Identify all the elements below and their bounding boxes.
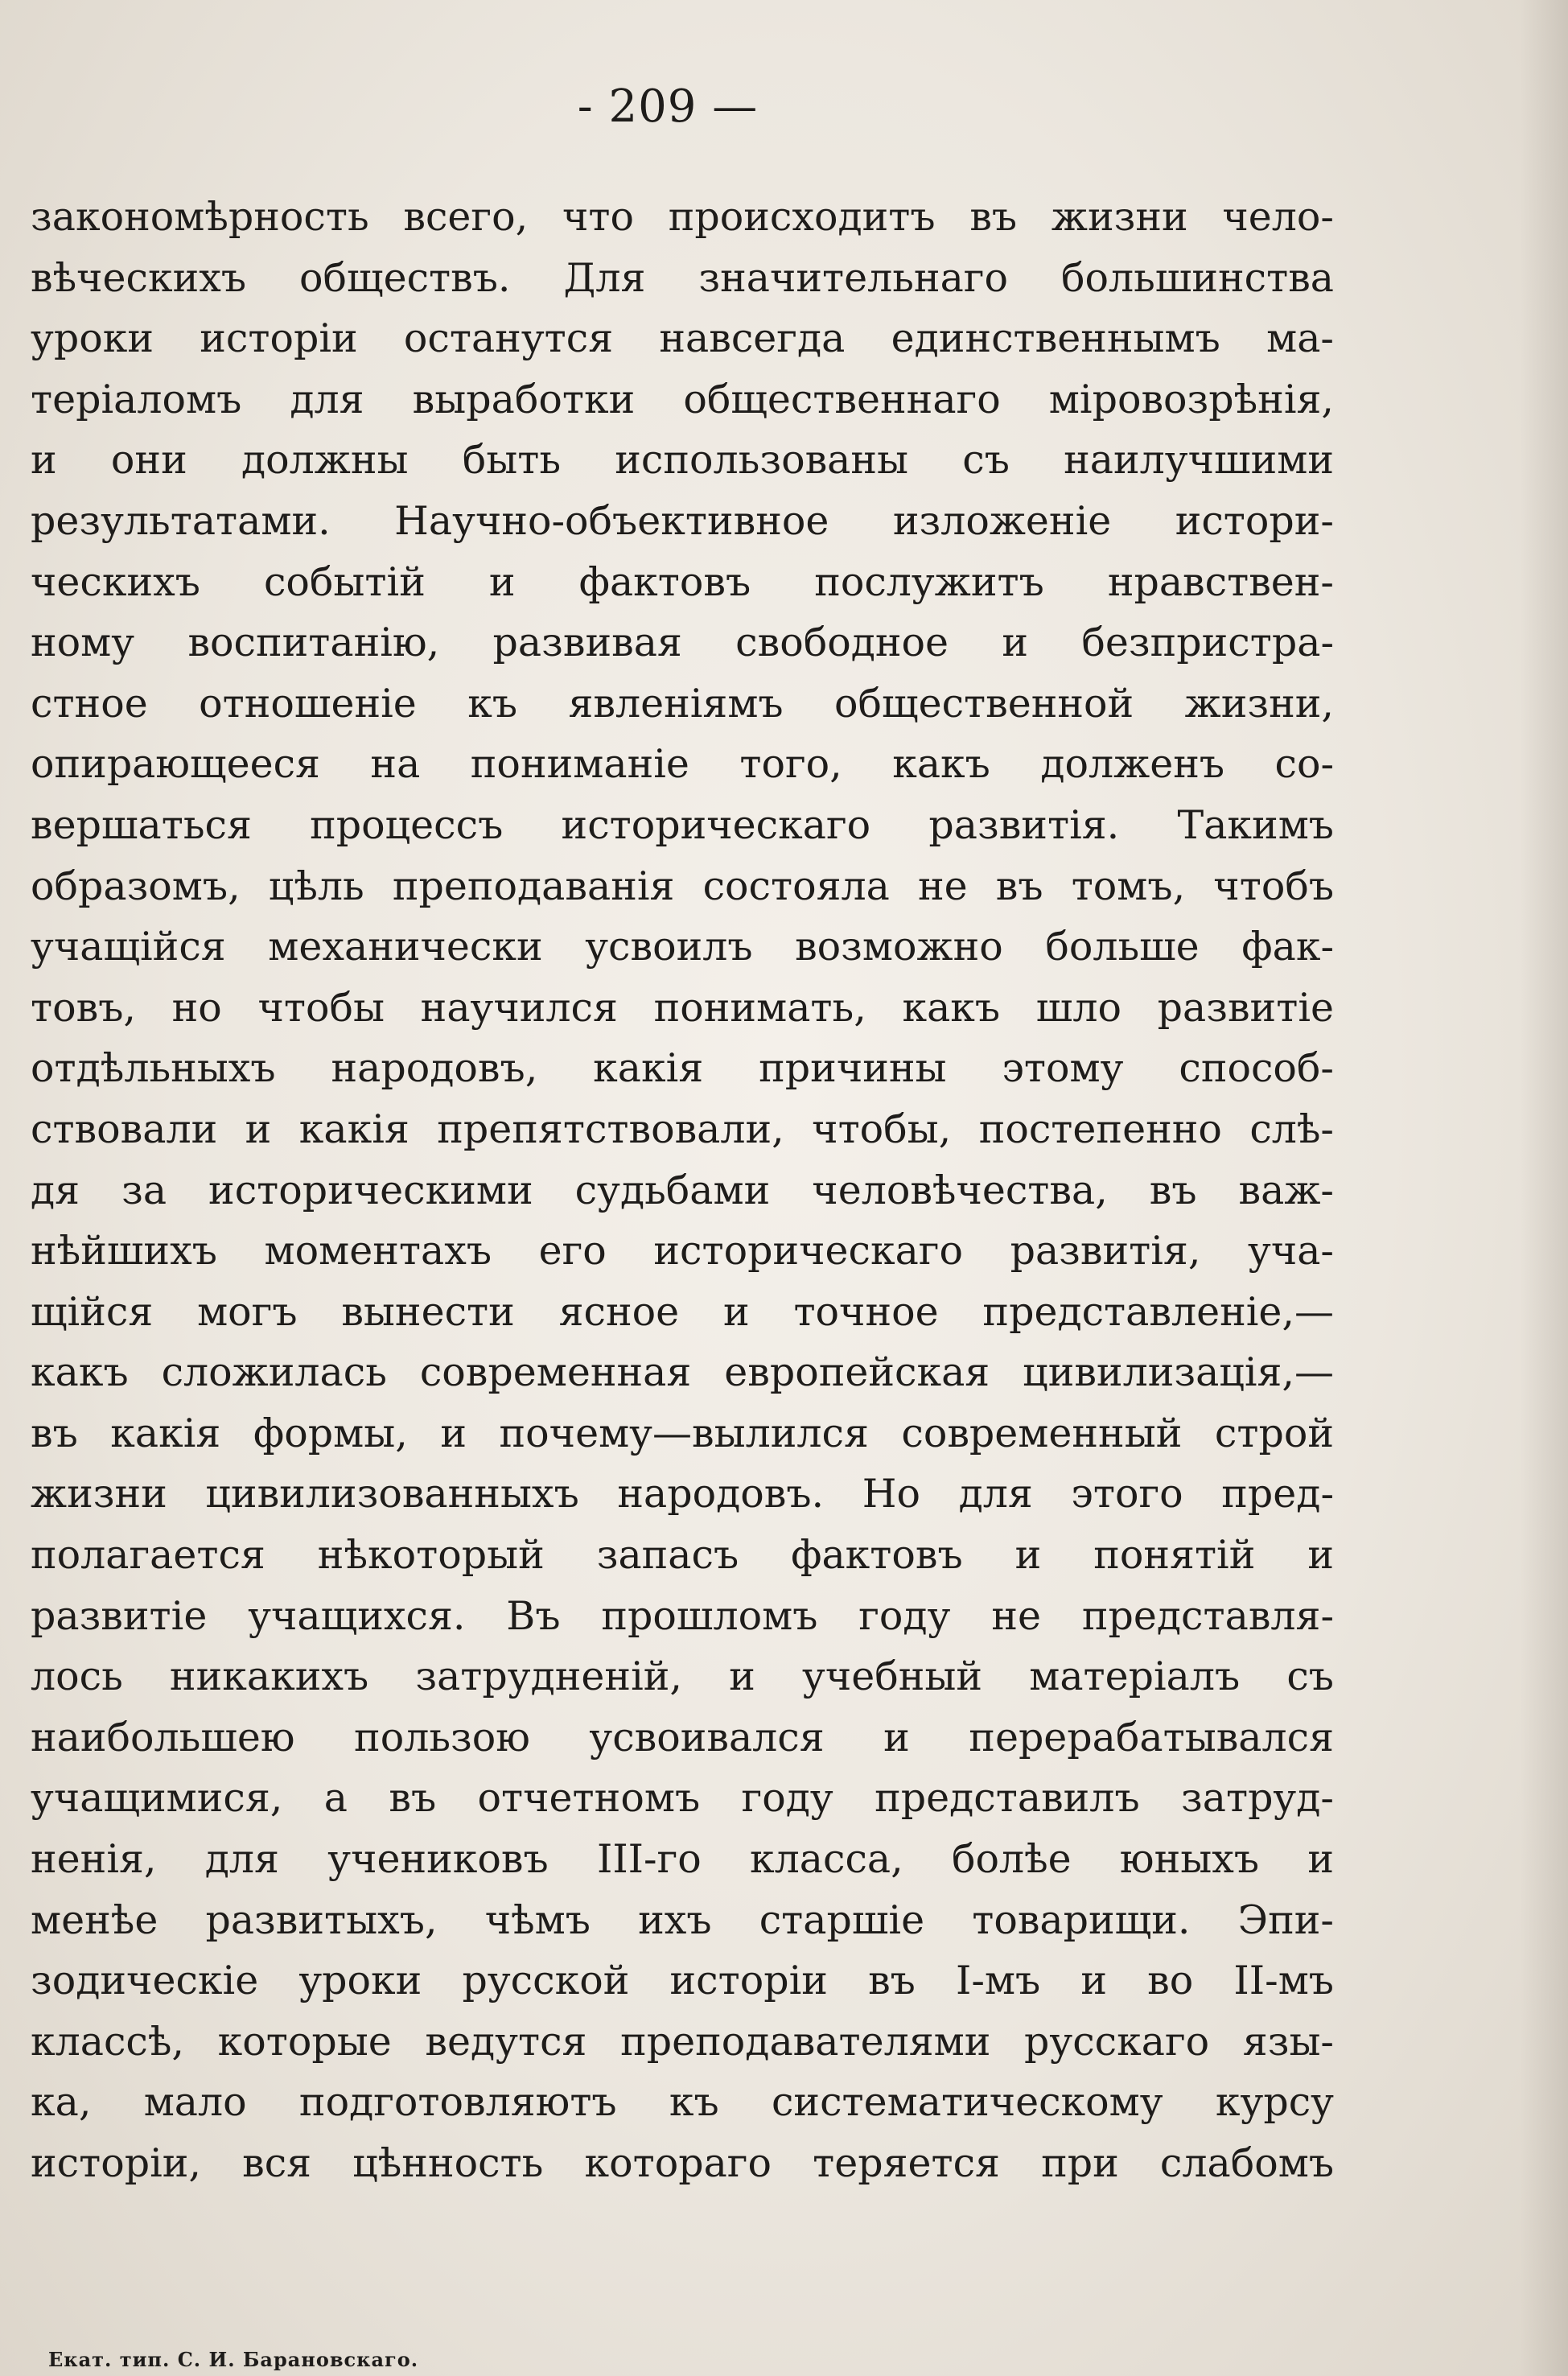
text-line: образомъ, цѣль преподаванія состояла не въ томъ, чтобъ — [31, 863, 1334, 909]
text-line: учащимися, а въ отчетномъ году представилъ затруд- — [31, 1775, 1334, 1822]
text-line: въ какія формы, и почему—вылился современный строй — [31, 1410, 1334, 1456]
text-line: щійся могъ вынести ясное и точное представленіе,— — [31, 1288, 1334, 1335]
text-line: опирающееся на пониманіе того, какъ долженъ со- — [31, 741, 1334, 788]
text-line: ненія, для учениковъ III-го класса, болѣе юныхъ и — [31, 1836, 1334, 1883]
text-line: наибольшею пользою усвоивался и перерабатывался — [31, 1714, 1334, 1760]
text-line: классѣ, которые ведутся преподавателями русскаго язы- — [31, 2018, 1334, 2065]
text-line: уроки исторіи останутся навсегда единственнымъ ма- — [31, 315, 1334, 362]
text-line: закономѣрность всего, что происходитъ въ жизни чело- — [31, 194, 1334, 240]
text-line: нѣйшихъ моментахъ его историческаго развитія, уча- — [31, 1228, 1334, 1274]
text-line: менѣе развитыхъ, чѣмъ ихъ старшіе товарищи. Эпи- — [31, 1896, 1334, 1943]
text-line: дя за историческими судьбами человѣчества, въ важ- — [31, 1167, 1334, 1213]
text-line: лось никакихъ затрудненій, и учебный матеріалъ съ — [31, 1653, 1334, 1700]
text-line: вѣческихъ обществъ. Для значительнаго большинства — [31, 254, 1334, 301]
text-line: товъ, но чтобы научился понимать, какъ шло развитіе — [31, 984, 1334, 1031]
text-line: теріаломъ для выработки общественнаго міровозрѣнія, — [31, 376, 1334, 422]
text-line: стное отношеніе къ явленіямъ общественной жизни, — [31, 680, 1334, 727]
text-line: какъ сложилась современная европейская цивилизація,— — [31, 1349, 1334, 1396]
text-line: ному воспитанію, развивая свободное и безпристра- — [31, 620, 1334, 666]
text-line: исторіи, вся цѣнность котораго теряется при слабомъ — [31, 2140, 1334, 2186]
text-line: результатами. Научно-объективное изложеніе истори- — [31, 497, 1334, 544]
text-line: жизни цивилизованныхъ народовъ. Но для этого пред- — [31, 1471, 1334, 1517]
text-line: вершаться процессъ историческаго развитія. Такимъ — [31, 801, 1334, 848]
text-line: зодическіе уроки русской исторіи въ I-мъ и во II-мъ — [31, 1958, 1334, 2004]
text-line: развитіе учащихся. Въ прошломъ году не представля- — [31, 1592, 1334, 1639]
printer-imprint: Екат. тип. С. И. Барановскаго. — [48, 2348, 419, 2371]
text-line: отдѣльныхъ народовъ, какія причины этому способ- — [31, 1045, 1334, 1092]
text-line: полагается нѣкоторый запасъ фактовъ и понятій и — [31, 1532, 1334, 1579]
body-text — [31, 187, 1334, 2194]
text-line: учащійся механически усвоилъ возможно больше фак- — [31, 924, 1334, 970]
text-line: ка, мало подготовляютъ къ систематическому курсу — [31, 2079, 1334, 2126]
text-line: и они должны быть использованы съ наилучшими — [31, 437, 1334, 484]
text-line: ческихъ событій и фактовъ послужитъ нравствен- — [31, 558, 1334, 605]
page-number: - 209 — — [577, 80, 759, 133]
page-edge-shadow — [1520, 0, 1568, 2376]
text-line: ствовали и какія препятствовали, чтобы, постепенно слѣ- — [31, 1106, 1334, 1152]
